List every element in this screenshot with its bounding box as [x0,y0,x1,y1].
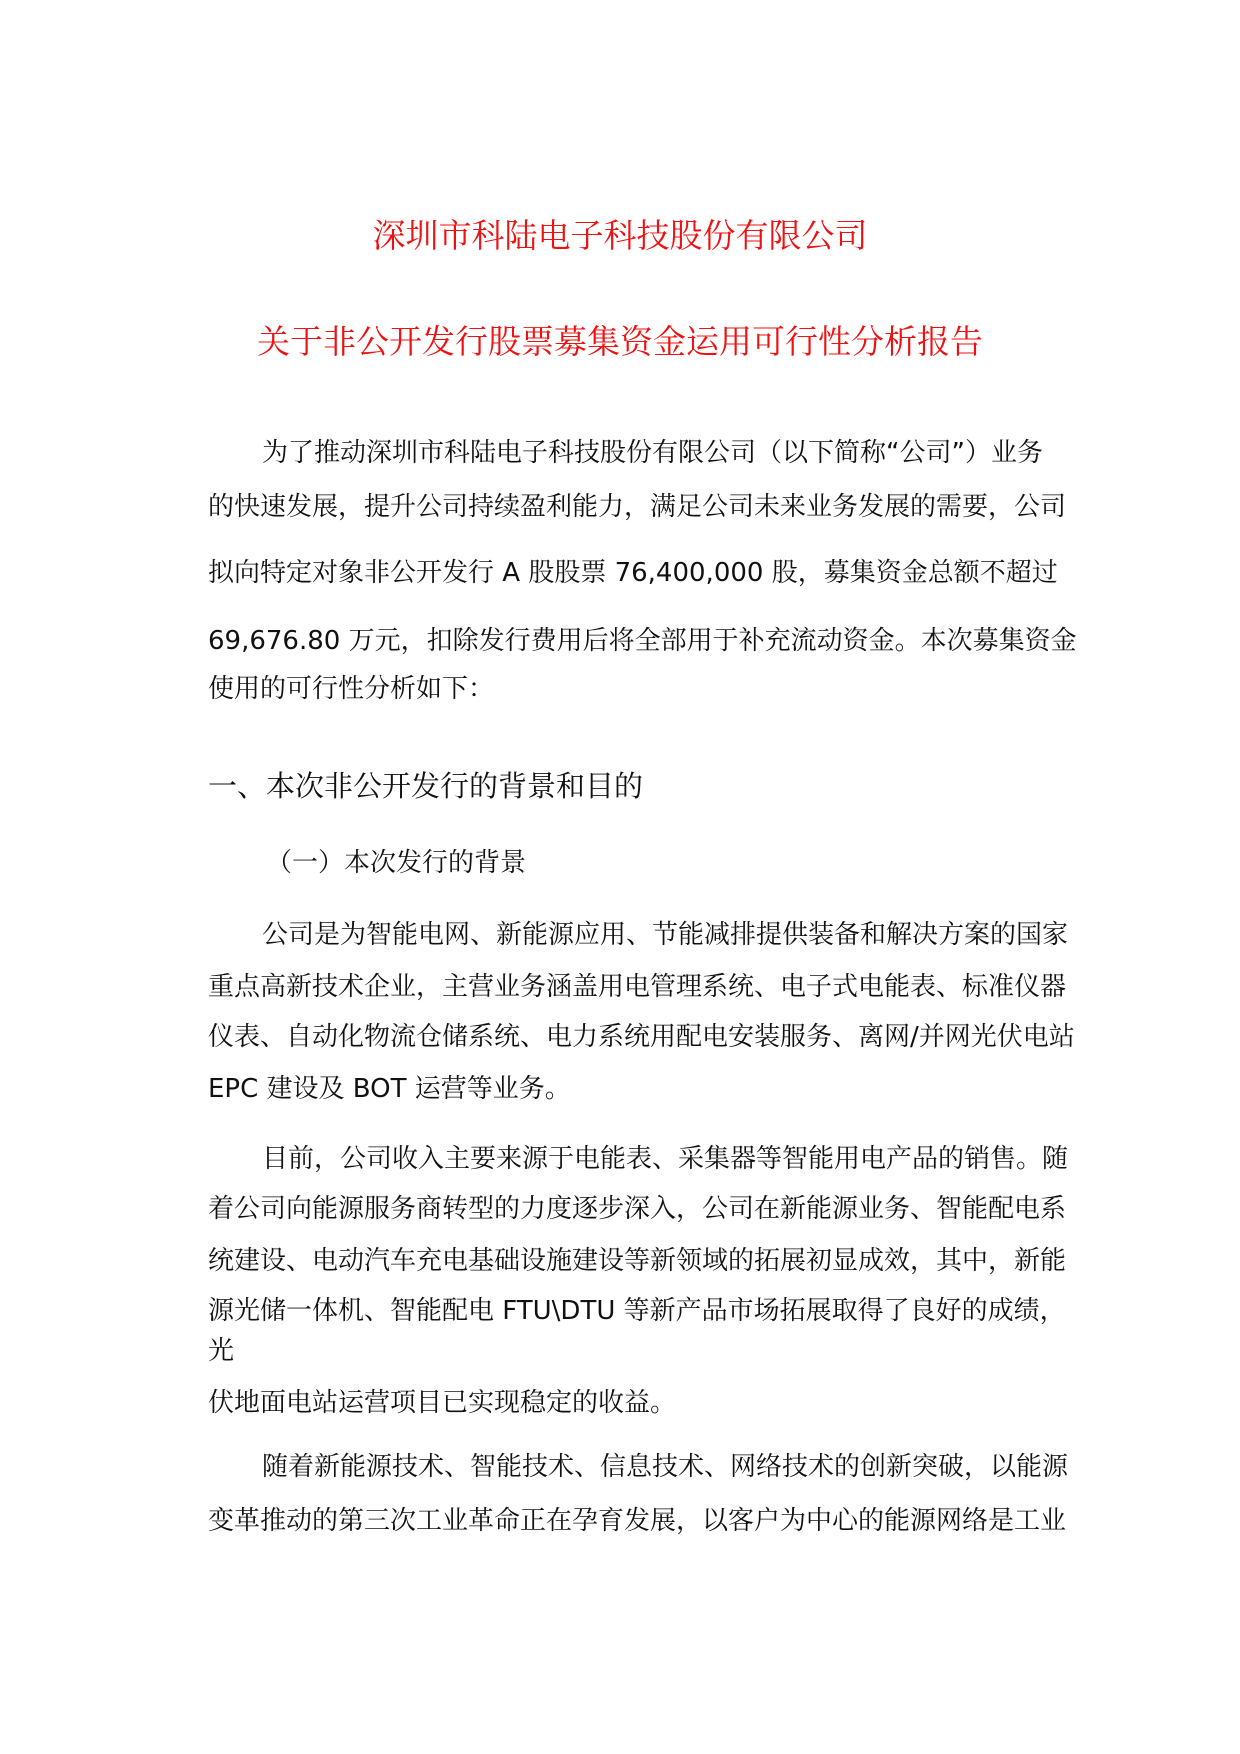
company-title: 深圳市科陆电子科技股份有限公司 [372,216,868,255]
intro-line: 69,676.80 万元，扣除发行费用后将全部用于补充流动资金。本次募集资金 [208,626,1077,656]
report-title: 关于非公开发行股票募集资金运用可行性分析报告 [257,322,983,361]
intro-line: 为了推动深圳市科陆电子科技股份有限公司（以下简称“公司”）业务 [262,438,1043,468]
paragraph-line: 仪表、自动化物流仓储系统、电力系统用配电安装服务、离网/并网光伏电站 [208,1022,1075,1052]
intro-line: 使用的可行性分析如下： [208,674,495,704]
paragraph-line: 变革推动的第三次工业革命正在孕育发展，以客户为中心的能源网络是工业 [208,1506,1067,1536]
paragraph-line: 统建设、电动汽车充电基础设施建设等新领域的拓展初显成效，其中，新能 [208,1246,1067,1276]
paragraph-line: 重点高新技术企业，主营业务涵盖用电管理系统、电子式电能表、标准仪器 [208,972,1067,1002]
section-heading: 一、本次非公开发行的背景和目的 [208,769,644,803]
paragraph-line: 伏地面电站运营项目已实现稳定的收益。 [208,1388,677,1418]
paragraph-line: 公司是为智能电网、新能源应用、节能减排提供装备和解决方案的国家 [262,920,1069,950]
intro-line: 拟向特定对象非公开发行 A 股股票 76,400,000 股，募集资金总额不超过 [208,558,1058,588]
paragraph-line: 目前，公司收入主要来源于电能表、采集器等智能用电产品的销售。随 [262,1144,1069,1174]
paragraph-line: 随着新能源技术、智能技术、信息技术、网络技术的创新突破，以能源 [262,1452,1069,1482]
intro-line: 的快速发展，提升公司持续盈利能力，满足公司未来业务发展的需要，公司 [208,492,1067,522]
paragraph-line: 光 [208,1336,235,1366]
subsection-heading: （一）本次发行的背景 [266,848,527,878]
paragraph-line: 源光储一体机、智能配电 FTU\DTU 等新产品市场拓展取得了良好的成绩， [208,1296,1066,1326]
paragraph-line: EPC 建设及 BOT 运营等业务。 [208,1074,571,1104]
paragraph-line: 着公司向能源服务商转型的力度逐步深入，公司在新能源业务、智能配电系 [208,1194,1067,1224]
